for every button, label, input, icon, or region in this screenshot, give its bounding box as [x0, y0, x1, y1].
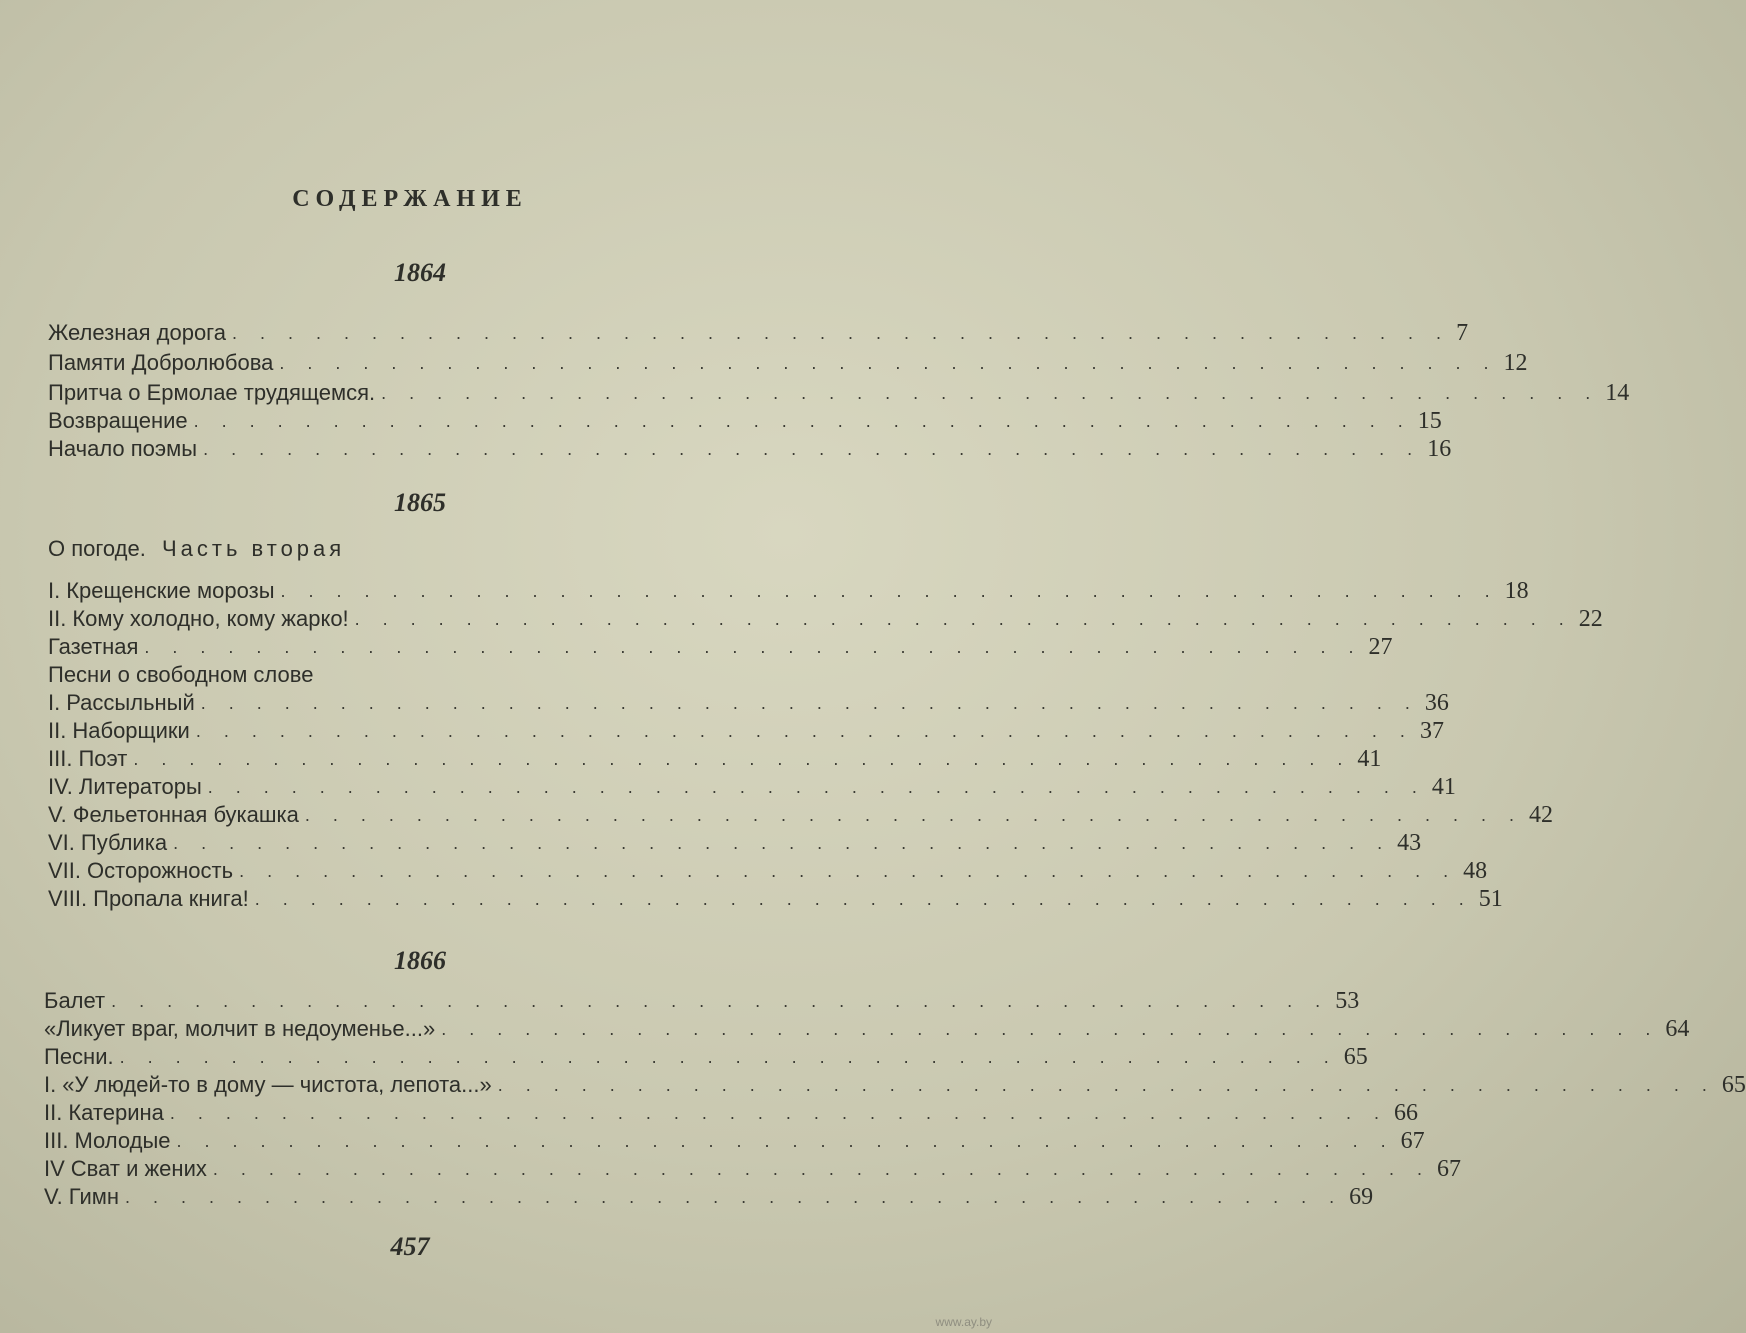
- entry-page: 14: [1605, 380, 1630, 406]
- toc-entry[interactable]: [48, 630, 1393, 660]
- toc-entry[interactable]: [48, 346, 1528, 376]
- entry-title: Притча о Ермолае трудящемся.: [48, 380, 376, 405]
- entry-title: Пропала книга!: [93, 886, 249, 911]
- dot-leader: . . . . . . . . . . . . . . . . . . . . . . . . . . . . . . . . . . . . . . . . . . . .: [173, 833, 1392, 853]
- dot-leader: . . . . . . . . . . . . . . . . . . . . . . . . . . . . . . . . . . . . . . . . . . . .: [125, 1187, 1344, 1207]
- entry-title: Балет: [44, 988, 106, 1013]
- toc-entry[interactable]: [44, 1152, 1461, 1182]
- entry-page: 65: [1721, 1072, 1746, 1098]
- dot-leader: . . . . . . . . . . . . . . . . . . . . . . . . . . . . . . . . . . . . . . . . . . . .: [239, 861, 1458, 881]
- toc-entry[interactable]: [48, 882, 1503, 912]
- entry-title: «У людей-то в дому — чистота, лепота...»: [62, 1072, 492, 1097]
- entry-page: 67: [1436, 1156, 1461, 1182]
- dot-leader: . . . . . . . . . . . . . . . . . . . . . . . . . . . . . . . . . . . . . . . . . . . .: [111, 991, 1330, 1011]
- entry-page: 53: [1335, 988, 1360, 1014]
- entry-number: V.: [48, 802, 67, 827]
- dot-leader: . . . . . . . . . . . . . . . . . . . . . . . . . . . . . . . . . . . . . . . . . . . .: [231, 323, 1451, 343]
- entry-number: II.: [48, 606, 67, 631]
- entry-page: 41: [1431, 774, 1456, 800]
- entry-title: Железная дорога: [48, 320, 226, 345]
- entry-title: Памяти Добролюбова: [48, 350, 274, 375]
- entry-number: II.: [44, 1100, 63, 1125]
- entry-page: 41: [1357, 746, 1382, 772]
- dot-leader: . . . . . . . . . . . . . . . . . . . . . . . . . . . . . . . . . . . . . . . . . . . .: [497, 1075, 1716, 1095]
- dot-leader: . . . . . . . . . . . . . . . . . . . . . . . . . . . . . . . . . . . . . . . . . . . .: [441, 1019, 1660, 1039]
- dot-leader: . . . . . . . . . . . . . . . . . . . . . . . . . . . . . . . . . . . . . . . . . . . .: [176, 1131, 1395, 1151]
- dot-leader: . . . . . . . . . . . . . . . . . . . . . . . . . . . . . . . . . . . . . . . . . . . .: [207, 777, 1426, 797]
- toc-entry[interactable]: [44, 1180, 1374, 1210]
- entry-number: III.: [44, 1128, 69, 1153]
- entry-title: Сват и жених: [70, 1156, 207, 1181]
- entry-title: Молодые: [74, 1128, 171, 1153]
- toc-entry[interactable]: [44, 1012, 1690, 1042]
- entry-title: Крещенские морозы: [66, 578, 275, 603]
- entry-title: Публика: [80, 830, 168, 855]
- entry-number: VII.: [48, 858, 82, 883]
- page-heading: СОДЕРЖАНИЕ: [292, 186, 528, 212]
- entry-title: Поэт: [78, 746, 128, 771]
- toc-entry[interactable]: [48, 432, 1452, 462]
- entry-page: 27: [1368, 634, 1393, 660]
- entry-page: 22: [1578, 606, 1603, 632]
- toc-entry[interactable]: [44, 984, 1360, 1014]
- entry-title: Газетная: [48, 634, 139, 659]
- dot-leader: . . . . . . . . . . . . . . . . . . . . . . . . . . . . . . . . . . . . . . . . . . . .: [280, 581, 1499, 601]
- entry-title: Рассыльный: [66, 690, 195, 715]
- entry-number: VIII.: [48, 886, 88, 911]
- entry-page: 69: [1349, 1184, 1374, 1210]
- dot-leader: . . . . . . . . . . . . . . . . . . . . . . . . . . . . . . . . . . . . . . . . . . . .: [200, 693, 1419, 713]
- dot-leader: . . . . . . . . . . . . . . . . . . . . . . . . . . . . . . . . . . . . . . . . . . . .: [354, 609, 1573, 629]
- entry-page: 51: [1478, 886, 1503, 912]
- toc-entry[interactable]: [48, 376, 1630, 406]
- entry-title: Катерина: [68, 1100, 164, 1125]
- toc-entry[interactable]: [48, 574, 1529, 604]
- entry-page: 65: [1343, 1044, 1368, 1070]
- toc-entry[interactable]: [48, 686, 1449, 716]
- year-heading-1865: 1865: [394, 488, 446, 517]
- toc-entry[interactable]: [48, 798, 1553, 828]
- entry-page: 18: [1504, 578, 1529, 604]
- dot-leader: . . . . . . . . . . . . . . . . . . . . . . . . . . . . . . . . . . . . . . . . . . . .: [212, 1159, 1431, 1179]
- toc-entry[interactable]: [48, 826, 1422, 856]
- entry-page: 37: [1419, 718, 1444, 744]
- toc-entry[interactable]: [48, 770, 1456, 800]
- entry-page: 43: [1397, 830, 1422, 856]
- entry-title: Осторожность: [87, 858, 234, 883]
- entry-number: IV.: [48, 774, 73, 799]
- entry-number: IV: [44, 1156, 65, 1181]
- entry-number: III.: [48, 746, 73, 771]
- weather-prefix: О погоде.: [48, 536, 146, 561]
- toc-entry[interactable]: [48, 316, 1469, 346]
- toc-entry[interactable]: [44, 1040, 1368, 1070]
- dot-leader: . . . . . . . . . . . . . . . . . . . . . . . . . . . . . . . . . . . . . . . . . . . .: [203, 439, 1422, 459]
- dot-leader: . . . . . . . . . . . . . . . . . . . . . . . . . . . . . . . . . . . . . . . . . . . .: [381, 383, 1600, 403]
- dot-leader: . . . . . . . . . . . . . . . . . . . . . . . . . . . . . . . . . . . . . . . . . . . .: [304, 805, 1523, 825]
- entry-title: Фельетонная букашка: [72, 802, 299, 827]
- entry-page: 15: [1417, 408, 1442, 434]
- entry-title: Возвращение: [48, 408, 188, 433]
- entry-number: I.: [48, 690, 61, 715]
- toc-entry[interactable]: [44, 1068, 1746, 1098]
- dot-leader: . . . . . . . . . . . . . . . . . . . . . . . . . . . . . . . . . . . . . . . . . . . .: [195, 721, 1414, 741]
- entry-page: 67: [1400, 1128, 1425, 1154]
- entry-page: 64: [1665, 1016, 1690, 1042]
- dot-leader: . . . . . . . . . . . . . . . . . . . . . . . . . . . . . . . . . . . . . . . . . . . .: [133, 749, 1352, 769]
- dot-leader: . . . . . . . . . . . . . . . . . . . . . . . . . . . . . . . . . . . . . . . . . . . .: [119, 1047, 1338, 1067]
- entry-title: Кому холодно, кому жарко!: [72, 606, 349, 631]
- songs-heading: Песни о свободном слове: [48, 662, 314, 687]
- toc-entry[interactable]: [48, 602, 1603, 632]
- entry-number: II.: [48, 718, 67, 743]
- dot-leader: . . . . . . . . . . . . . . . . . . . . . . . . . . . . . . . . . . . . . . . . . . . .: [169, 1103, 1388, 1123]
- entry-page: 66: [1393, 1100, 1418, 1126]
- year-heading-1864: 1864: [394, 258, 446, 287]
- toc-entry[interactable]: [48, 404, 1442, 434]
- toc-entry[interactable]: [48, 742, 1382, 772]
- toc-entry[interactable]: [44, 1124, 1425, 1154]
- dot-leader: . . . . . . . . . . . . . . . . . . . . . . . . . . . . . . . . . . . . . . . . . . . .: [279, 353, 1498, 373]
- dot-leader: . . . . . . . . . . . . . . . . . . . . . . . . . . . . . . . . . . . . . . . . . . . .: [254, 889, 1473, 909]
- year-heading-1866: 1866: [394, 946, 446, 975]
- watermark: www.ay.by: [935, 1315, 992, 1329]
- entry-title: Наборщики: [72, 718, 190, 743]
- entry-page: 16: [1427, 436, 1452, 462]
- entry-number: VI.: [48, 830, 75, 855]
- weather-part: Часть вторая: [161, 536, 346, 561]
- entry-number: I.: [44, 1072, 57, 1097]
- entry-title: Начало поэмы: [48, 436, 198, 461]
- toc-entry[interactable]: [48, 714, 1444, 744]
- dot-leader: . . . . . . . . . . . . . . . . . . . . . . . . . . . . . . . . . . . . . . . . . . . .: [144, 637, 1363, 657]
- toc-entry[interactable]: [48, 854, 1488, 884]
- dot-leader: . . . . . . . . . . . . . . . . . . . . . . . . . . . . . . . . . . . . . . . . . . . .: [193, 411, 1412, 431]
- page-number: 457: [390, 1232, 430, 1261]
- entry-page: 36: [1424, 690, 1449, 716]
- entry-page: 42: [1529, 802, 1553, 828]
- weather-heading: [48, 536, 345, 562]
- entry-number: I.: [48, 578, 61, 603]
- entry-number: V.: [44, 1184, 63, 1209]
- entry-page: 12: [1503, 350, 1528, 376]
- entry-title: Гимн: [68, 1184, 120, 1209]
- entry-title: «Ликует враг, молчит в недоуменье...»: [44, 1016, 436, 1041]
- entry-page: 7: [1456, 320, 1469, 346]
- toc-entry[interactable]: [44, 1096, 1418, 1126]
- entry-title: Литераторы: [78, 774, 202, 799]
- entry-title: Песни.: [44, 1044, 114, 1069]
- entry-page: 48: [1463, 858, 1488, 884]
